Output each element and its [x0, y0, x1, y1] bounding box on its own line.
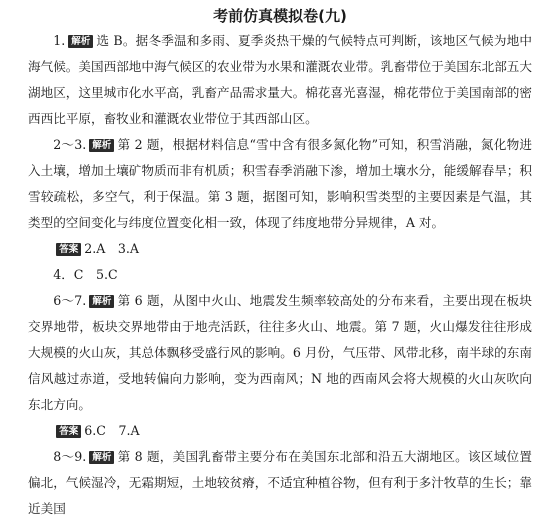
analysis-badge: 解析 [89, 451, 114, 464]
analysis-badge: 解析 [68, 35, 93, 48]
answer-text: 第 6 题，从图中火山、地震发生频率较高处的分布来看，主要出现在板块交界地带，板块交界地带由于地壳活跃，往往多火山、地震。第 7 题，火山爆发往往形成大规模的火山灰，其总体飘移受盛行风的影响。6 月份，气压带、风带北移，南半球的东南信风越过赤道，受地转偏向力影响，变为西南风；N 地的西南风会将大规模的火山灰吹向东北方向。 [28, 293, 532, 412]
answer-text: 第 8 题，美国乳畜带主要分布在美国东北部和沿五大湖地区。该区域位置偏北，气候湿冷，无霜期短，土地较贫瘠，不适宜种植谷物，但有利于多汁牧草的生长；靠近美国 [28, 449, 532, 516]
answer-q1 [28, 28, 532, 132]
answer-key-q4-5 [28, 262, 532, 288]
answer-key-text: 2.A 3.A [84, 241, 140, 256]
answer-key-text: 4．C 5.C [53, 267, 118, 282]
answer-q6-7 [28, 288, 532, 418]
answer-key-q6-7 [28, 418, 532, 444]
answer-text: 第 2 题，根据材料信息“雪中含有很多氮化物”可知，积雪消融，氮化物进入土壤，增加土壤矿物质而非有机质；积雪春季消融下渗，增加土壤水分，能缓解春旱；积雪较疏松，多空气，利于保温。第 3 题，据图可知，影响积雪类型的主要因素是气温，其类型的空间变化与纬度位置变化相一致，体现了纬度地带分异规律，A 对。 [28, 137, 532, 230]
page-title: 考前仿真模拟卷(九) [213, 7, 347, 25]
answer-q2-3 [28, 132, 532, 236]
analysis-badge: 解析 [89, 139, 114, 152]
answer-key-q2-3 [28, 236, 532, 262]
question-number: 2～3. [53, 137, 87, 152]
analysis-badge: 解析 [89, 295, 114, 308]
question-number: 8～9. [53, 449, 87, 464]
answer-text: 选 B。据冬季温和多雨、夏季炎热干燥的气候特点可判断，该地区气候为地中海气候。美国西部地中海气候区的农业带为水果和灌溉农业带。乳畜带位于美国东北部五大湖地区，这里城市化水平高，乳畜产品需求量大。棉花喜光喜湿，棉花带位于美国南部的密西西比平原，畜牧业和灌溉农业带位于其西部山区。 [28, 33, 532, 126]
answer-key-text: 6.C 7.A [84, 423, 140, 438]
question-number: 6～7. [53, 293, 87, 308]
answer-badge: 答案 [56, 243, 81, 256]
answer-q8-9 [28, 444, 532, 522]
answer-badge: 答案 [56, 425, 81, 438]
question-number: 1. [53, 33, 66, 48]
